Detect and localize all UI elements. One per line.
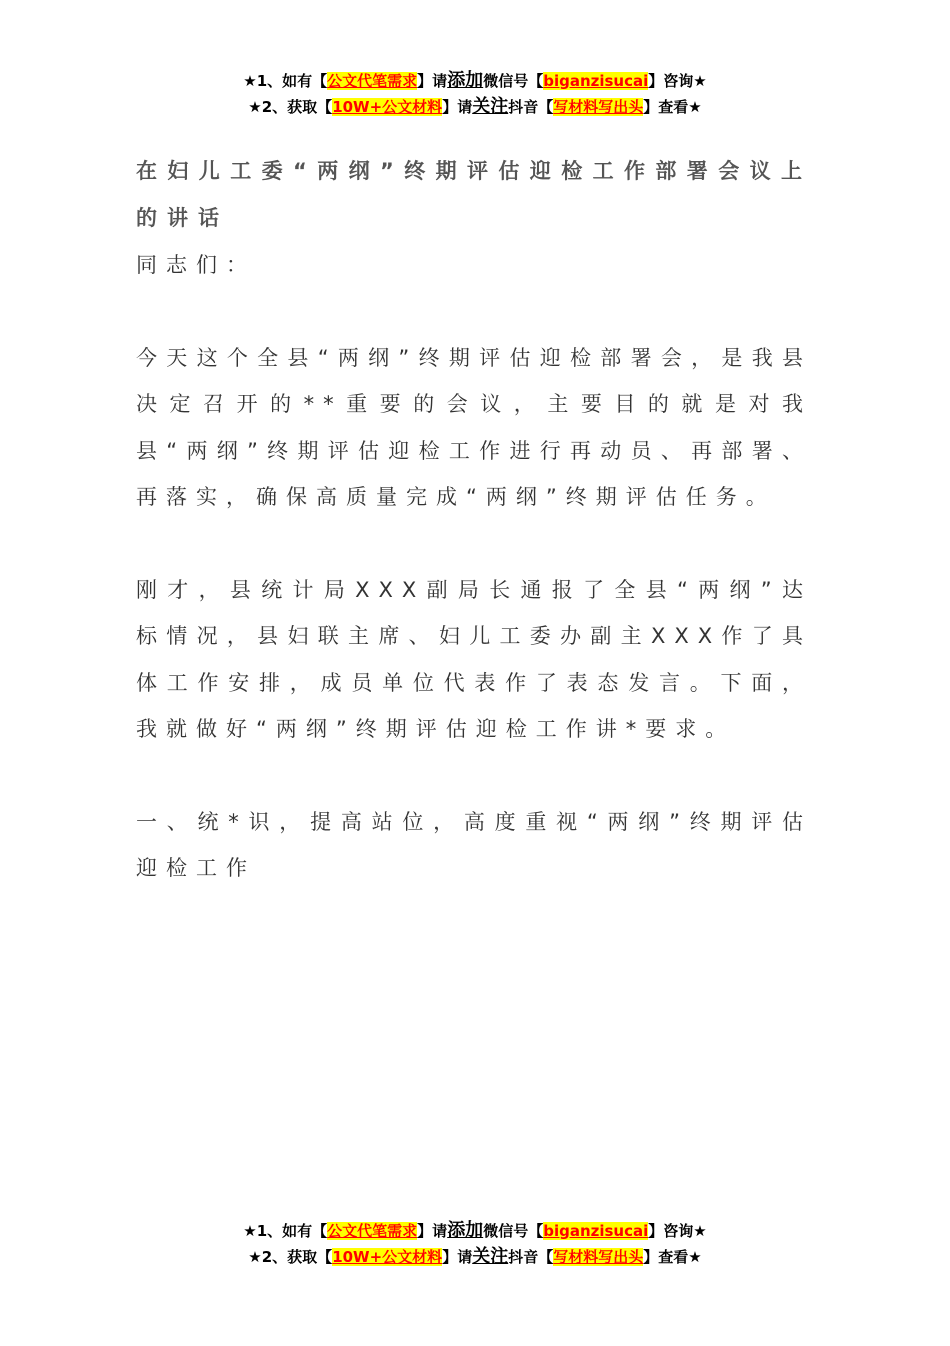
- header-banner: [0, 68, 950, 120]
- salutation: 同志们：: [136, 253, 256, 277]
- banner-text: 】请: [417, 1222, 448, 1240]
- banner-highlight: 写材料写出头: [553, 98, 644, 116]
- banner-highlight: 公文代笔需求: [327, 72, 418, 90]
- banner-highlight: 写材料写出头: [553, 1248, 644, 1266]
- banner-text: 抖音【: [508, 1248, 554, 1266]
- banner-text: 】查看★: [643, 98, 702, 116]
- document-body: [136, 148, 812, 892]
- banner-line-1: [0, 68, 950, 94]
- banner-line-2: [0, 94, 950, 120]
- document-title: 在妇儿工委“两纲”终期评估迎检工作部署会议上的讲话: [136, 159, 812, 230]
- banner-text: 】请: [442, 98, 473, 116]
- section-heading: 一、统*识，提高站位，高度重视“两纲”终期评估迎检工作: [136, 809, 812, 880]
- paragraph: 刚才，县统计局XXX副局长通报了全县“两纲”达标情况，县妇联主席、妇儿工委办副主XXX作了具体工作安排，成员单位代表作了表态发言。下面，我就做好“两纲”终期评估迎检工作讲*要求。: [136, 577, 812, 741]
- banner-text: ★1、如有【: [243, 72, 328, 90]
- banner-text: 】咨询★: [648, 72, 707, 90]
- banner-text: 】咨询★: [648, 1222, 707, 1240]
- banner-text: 】请: [442, 1248, 473, 1266]
- footer-banner: [0, 1218, 950, 1270]
- banner-highlight: biganzisucai: [543, 1222, 649, 1240]
- banner-text: 微信号【: [483, 1222, 544, 1240]
- banner-line-2: [0, 1244, 950, 1270]
- banner-text: 】查看★: [643, 1248, 702, 1266]
- banner-highlight: biganzisucai: [543, 72, 649, 90]
- banner-text: ★2、获取【: [248, 98, 333, 116]
- banner-text: 】请: [417, 72, 448, 90]
- banner-emphasis: 添加: [447, 70, 484, 91]
- banner-text: ★2、获取【: [248, 1248, 333, 1266]
- banner-highlight: 10W+公文材料: [332, 1248, 443, 1266]
- paragraph: 今天这个全县“两纲”终期评估迎检部署会，是我县决定召开的**重要的会议，主要目的就是对我县“两纲”终期评估迎检工作进行再动员、再部署、再落实，确保高质量完成“两纲”终期评估任务。: [136, 345, 812, 509]
- banner-text: ★1、如有【: [243, 1222, 328, 1240]
- banner-text: 抖音【: [508, 98, 554, 116]
- banner-highlight: 10W+公文材料: [332, 98, 443, 116]
- banner-emphasis: 关注: [472, 1246, 509, 1267]
- banner-text: 微信号【: [483, 72, 544, 90]
- banner-emphasis: 添加: [447, 1220, 484, 1241]
- banner-line-1: [0, 1218, 950, 1244]
- banner-emphasis: 关注: [472, 96, 509, 117]
- banner-highlight: 公文代笔需求: [327, 1222, 418, 1240]
